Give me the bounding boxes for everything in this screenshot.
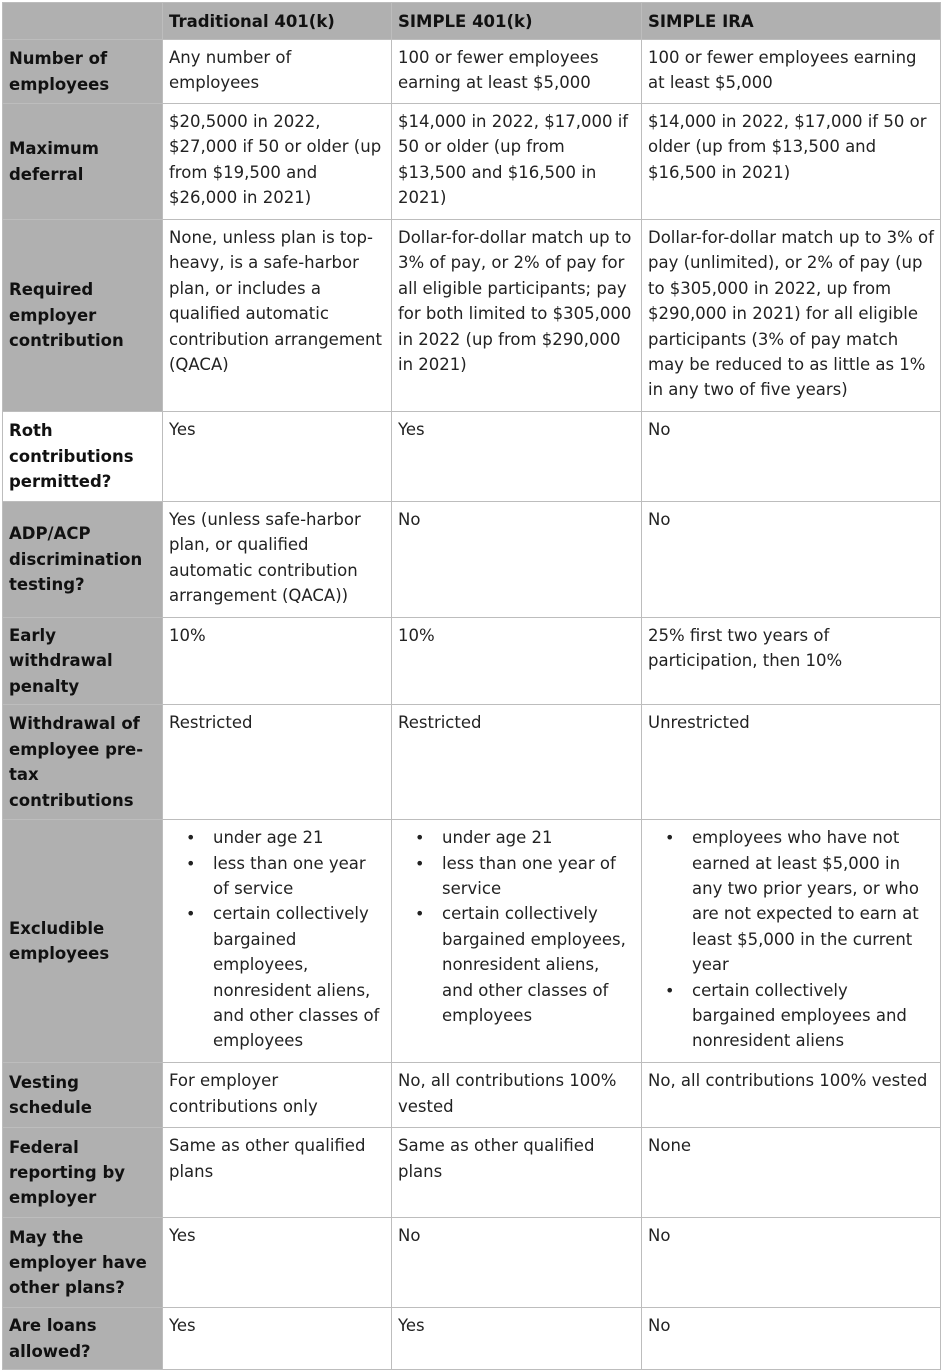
- cell-simple-401k: Yes: [392, 412, 642, 502]
- table-row: [3, 502, 941, 618]
- list-item: • certain collectively bargained employees, nonresident aliens, and other classes of employees: [442, 901, 635, 1028]
- table-row: [3, 1218, 941, 1308]
- cell-traditional-401k: Restricted: [163, 705, 392, 820]
- excludible-list: [398, 825, 635, 1028]
- row-label-maximum-deferral: Maximum deferral: [3, 104, 163, 220]
- cell-simple-ira: No: [642, 1308, 941, 1370]
- row-label-loans-allowed: Are loans allowed?: [3, 1308, 163, 1370]
- cell-simple-401k: Restricted: [392, 705, 642, 820]
- list-item: • certain collectively bargained employees, nonresident aliens, and other classes of employees: [213, 901, 385, 1053]
- cell-simple-401k: $14,000 in 2022, $17,000 if 50 or older (up from $13,500 and $16,500 in 2021): [392, 104, 642, 220]
- excludible-list: [648, 825, 934, 1054]
- cell-simple-401k: Same as other qualified plans: [392, 1128, 642, 1218]
- list-item: • less than one year of service: [213, 851, 385, 902]
- cell-simple-401k: No: [392, 502, 642, 618]
- header-simple-ira: SIMPLE IRA: [642, 3, 941, 40]
- header-simple-401k: SIMPLE 401(k): [392, 3, 642, 40]
- header-corner: [3, 3, 163, 40]
- cell-traditional-401k: $20,5000 in 2022, $27,000 if 50 or older (up from $19,500 and $26,000 in 2021): [163, 104, 392, 220]
- cell-traditional-401k: Any number of employees: [163, 40, 392, 104]
- list-item: • certain collectively bargained employees and nonresident aliens: [692, 978, 934, 1054]
- row-label-required-employer-contribution: Required employer contribution: [3, 220, 163, 412]
- cell-simple-401k: Yes: [392, 1308, 642, 1370]
- cell-simple-401k: Dollar-for-dollar match up to 3% of pay, or 2% of pay for all eligible participants; pay for both limited to $305,000 in 2022 (up from $290,000 in 2021): [392, 220, 642, 412]
- cell-simple-ira: Dollar-for-dollar match up to 3% of pay (unlimited), or 2% of pay (up to $305,000 in 2022, up from $290,000 in 2021) for all eligible participants (3% of pay match may be reduced to as little as 1% in any two of five years): [642, 220, 941, 412]
- table-row: [3, 40, 941, 104]
- cell-traditional-401k: Yes (unless safe-harbor plan, or qualified automatic contribution arrangement (QACA)): [163, 502, 392, 618]
- cell-traditional-401k: Yes: [163, 1218, 392, 1308]
- cell-traditional-401k: Yes: [163, 412, 392, 502]
- cell-simple-ira: [642, 820, 941, 1063]
- table-row: [3, 1063, 941, 1128]
- cell-simple-ira: Unrestricted: [642, 705, 941, 820]
- table-row: [3, 1308, 941, 1370]
- excludible-list: [169, 825, 385, 1054]
- table-row: [3, 104, 941, 220]
- cell-simple-ira: No: [642, 1218, 941, 1308]
- row-label-number-of-employees: Number of employees: [3, 40, 163, 104]
- cell-simple-ira: No, all contributions 100% vested: [642, 1063, 941, 1128]
- cell-simple-ira: No: [642, 412, 941, 502]
- cell-simple-ira: 100 or fewer employees earning at least $5,000: [642, 40, 941, 104]
- row-label-vesting-schedule: Vesting schedule: [3, 1063, 163, 1128]
- plan-comparison-table: [2, 2, 941, 1370]
- table-row: [3, 1128, 941, 1218]
- cell-simple-ira: 25% first two years of participation, then 10%: [642, 618, 941, 705]
- row-label-early-withdrawal-penalty: Early withdrawal penalty: [3, 618, 163, 705]
- table-row: [3, 705, 941, 820]
- row-label-roth-contributions: Roth contributions permitted?: [3, 412, 163, 502]
- cell-simple-401k: No, all contributions 100% vested: [392, 1063, 642, 1128]
- row-label-other-plans: May the employer have other plans?: [3, 1218, 163, 1308]
- table-row: [3, 820, 941, 1063]
- cell-simple-401k: No: [392, 1218, 642, 1308]
- cell-traditional-401k: For employer contributions only: [163, 1063, 392, 1128]
- cell-simple-401k: 100 or fewer employees earning at least $5,000: [392, 40, 642, 104]
- row-label-federal-reporting: Federal reporting by employer: [3, 1128, 163, 1218]
- row-label-excludible-employees: Excludible employees: [3, 820, 163, 1063]
- row-label-withdrawal-pre-tax: Withdrawal of employee pre-tax contributions: [3, 705, 163, 820]
- cell-simple-ira: $14,000 in 2022, $17,000 if 50 or older (up from $13,500 and $16,500 in 2021): [642, 104, 941, 220]
- header-traditional-401k: Traditional 401(k): [163, 3, 392, 40]
- cell-simple-401k: [392, 820, 642, 1063]
- cell-traditional-401k: 10%: [163, 618, 392, 705]
- cell-traditional-401k: [163, 820, 392, 1063]
- header-row: [3, 3, 941, 40]
- table-row: [3, 412, 941, 502]
- list-item: • employees who have not earned at least $5,000 in any two prior years, or who are not expected to earn at least $5,000 in the current year: [692, 825, 934, 977]
- table-row: [3, 220, 941, 412]
- cell-simple-ira: None: [642, 1128, 941, 1218]
- list-item: • under age 21: [213, 825, 385, 850]
- cell-traditional-401k: Yes: [163, 1308, 392, 1370]
- cell-traditional-401k: Same as other qualified plans: [163, 1128, 392, 1218]
- list-item: • less than one year of service: [442, 851, 635, 902]
- list-item: • under age 21: [442, 825, 635, 850]
- row-label-discrimination-testing: ADP/ACP discrimination testing?: [3, 502, 163, 618]
- table-row: [3, 618, 941, 705]
- cell-traditional-401k: None, unless plan is top-heavy, is a safe-harbor plan, or includes a qualified automatic contribution arrangement (QACA): [163, 220, 392, 412]
- cell-simple-ira: No: [642, 502, 941, 618]
- cell-simple-401k: 10%: [392, 618, 642, 705]
